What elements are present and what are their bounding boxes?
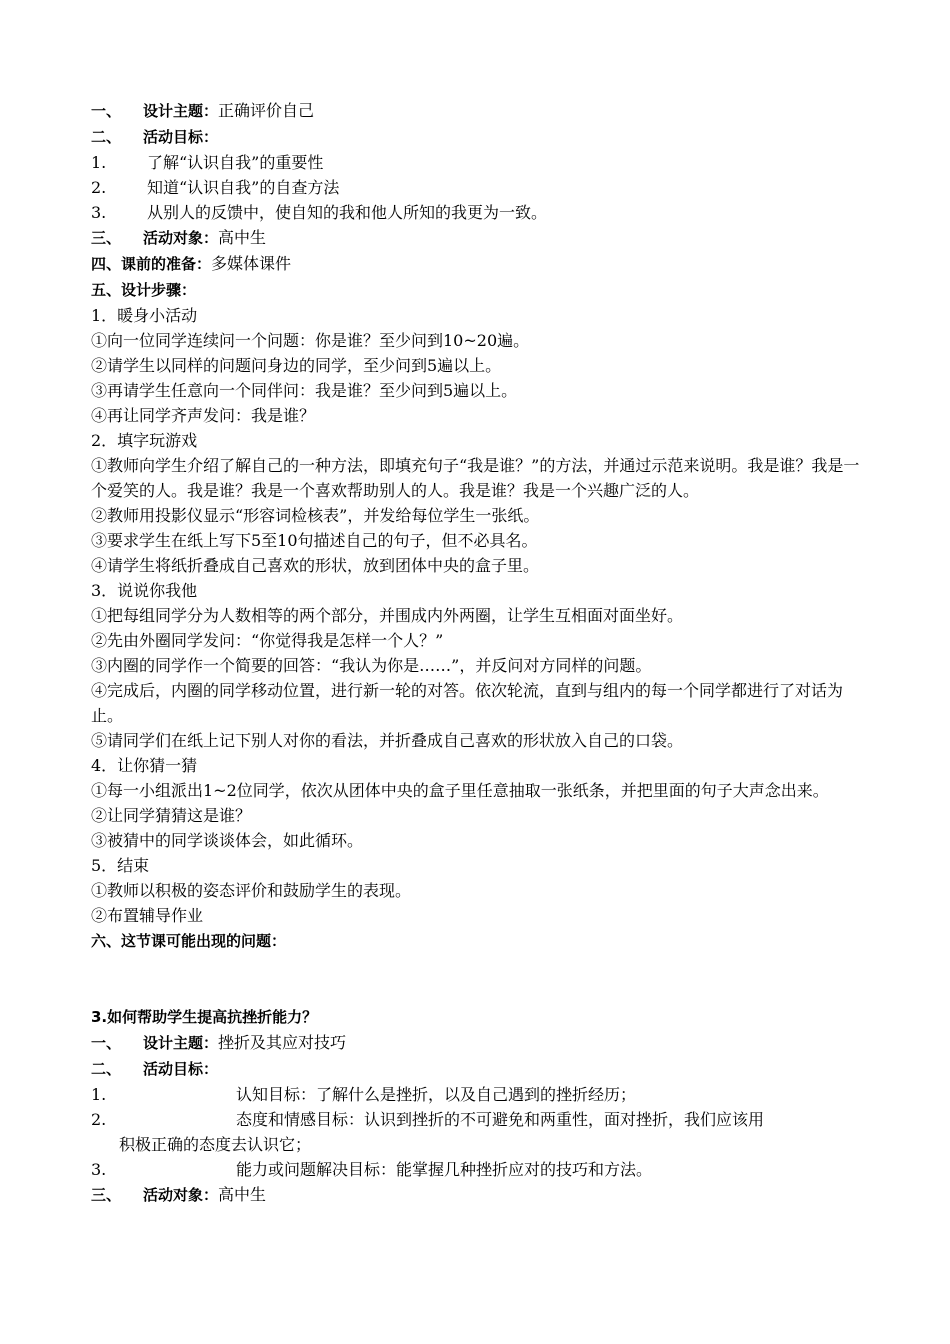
- document-body: [91, 98, 866, 1208]
- step-item: ②让同学猜猜这是谁？: [91, 806, 252, 825]
- step-item: ②先由外圈同学发问：“你觉得我是怎样一个人？”: [91, 631, 444, 650]
- step-item: ④完成后，内圈的同学移动位置，进行新一轮的对答。依次轮流，直到与组内的每一个同学都进行了对话为止。: [91, 681, 844, 725]
- step-title: 1．暖身小活动: [91, 306, 198, 325]
- section-number: 一、: [91, 102, 122, 120]
- section-activity-target: [91, 1182, 866, 1208]
- section-activity-target: [91, 225, 866, 251]
- goal-item: 2. 知道“认识自我”的自查方法: [91, 178, 340, 197]
- step-item: ④请学生将纸折叠成自己喜欢的形状，放到团体中央的盒子里。: [91, 556, 540, 575]
- step-item: ②布置辅导作业: [91, 906, 204, 925]
- step-item: ①教师向学生介绍了解自己的一种方法，即填充句子“我是谁？”的方法，并通过示范来说明。我是谁？我是一个爱笑的人。我是谁？我是一个喜欢帮助别人的人。我是谁？我是一个兴趣广泛的人。: [91, 456, 860, 500]
- section-preparation: [91, 251, 866, 277]
- section-heading: 六、这节课可能出现的问题：: [91, 932, 287, 950]
- section-heading: 四、课前的准备：: [91, 255, 212, 273]
- section-number: 三、: [91, 229, 122, 247]
- step-title: 5．结束: [91, 856, 150, 875]
- step-item: ②教师用投影仪显示“形容词检核表”，并发给每位学生一张纸。: [91, 506, 540, 525]
- step-item: ③要求学生在纸上写下5至10句描述自己的句子，但不必具名。: [91, 531, 538, 550]
- step-item: ①每一小组派出1~2位同学，依次从团体中央的盒子里任意抽取一张纸条，并把里面的句子大声念出来。: [91, 781, 829, 800]
- goal-item: 3. 能力或问题解决目标：能掌握几种挫折应对的技巧和方法。: [91, 1160, 653, 1179]
- section-heading: 设计主题：: [143, 1034, 219, 1052]
- section-design-steps: [91, 277, 866, 303]
- step-title: 4．让你猜一猜: [91, 756, 198, 775]
- section-number: 三、: [91, 1186, 122, 1204]
- step-item: ③再请学生任意向一个同伴问：我是谁？至少问到5遍以上。: [91, 381, 518, 400]
- section-heading: 活动对象：: [143, 1186, 219, 1204]
- section-heading: 五、设计步骤：: [91, 281, 197, 299]
- section-activity-goals: [91, 1056, 866, 1082]
- plan-title: 3.如何帮助学生提高抗挫折能力？: [91, 1008, 318, 1026]
- step-item: ④再让同学齐声发问：我是谁？: [91, 406, 316, 425]
- section-heading: 活动对象：: [143, 229, 219, 247]
- section-possible-issues: [91, 928, 866, 954]
- step-title: 3．说说你我他: [91, 581, 198, 600]
- goal-item: 2. 态度和情感目标：认识到挫折的不可避免和两重性，面对挫折，我们应该用: [91, 1110, 765, 1129]
- step-item: ②请学生以同样的问题问身边的同学，至少问到5遍以上。: [91, 356, 502, 375]
- step-item: ①教师以积极的姿态评价和鼓励学生的表现。: [91, 881, 412, 900]
- step-item: ③内圈的同学作一个简要的回答：“我认为你是……”，并反问对方同样的问题。: [91, 656, 652, 675]
- section-gap: [91, 954, 866, 1004]
- section-activity-goals: [91, 124, 866, 150]
- section-value: 高中生: [218, 228, 267, 247]
- section-design-theme: [91, 1030, 866, 1056]
- step-item: ①把每组同学分为人数相等的两个部分，并围成内外两圈，让学生互相面对面坐好。: [91, 606, 684, 625]
- section-number: 二、: [91, 1060, 122, 1078]
- goal-item-continuation: 积极正确的态度去认识它；: [119, 1135, 312, 1154]
- section-value: 正确评价自己: [218, 101, 315, 120]
- section-number: 二、: [91, 128, 122, 146]
- step-item: ③被猜中的同学谈谈体会，如此循环。: [91, 831, 364, 850]
- step-item: ①向一位同学连续问一个问题：你是谁？至少问到10~20遍。: [91, 331, 530, 350]
- section-value: 高中生: [218, 1185, 267, 1204]
- goal-item: 1. 了解“认识自我”的重要性: [91, 153, 324, 172]
- section-heading: 活动目标：: [143, 128, 219, 146]
- section-design-theme: [91, 98, 866, 124]
- goal-item: 1. 认知目标：了解什么是挫折，以及自己遇到的挫折经历；: [91, 1085, 637, 1104]
- section-heading: 设计主题：: [143, 102, 219, 120]
- step-title: 2．填字玩游戏: [91, 431, 198, 450]
- goal-item: 3. 从别人的反馈中，使自知的我和他人所知的我更为一致。: [91, 203, 548, 222]
- section-value: 挫折及其应对技巧: [218, 1033, 347, 1052]
- section-number: 一、: [91, 1034, 122, 1052]
- section-value: 多媒体课件: [211, 254, 292, 273]
- section-heading: 活动目标：: [143, 1060, 219, 1078]
- step-item: ⑤请同学们在纸上记下别人对你的看法，并折叠成自己喜欢的形状放入自己的口袋。: [91, 731, 684, 750]
